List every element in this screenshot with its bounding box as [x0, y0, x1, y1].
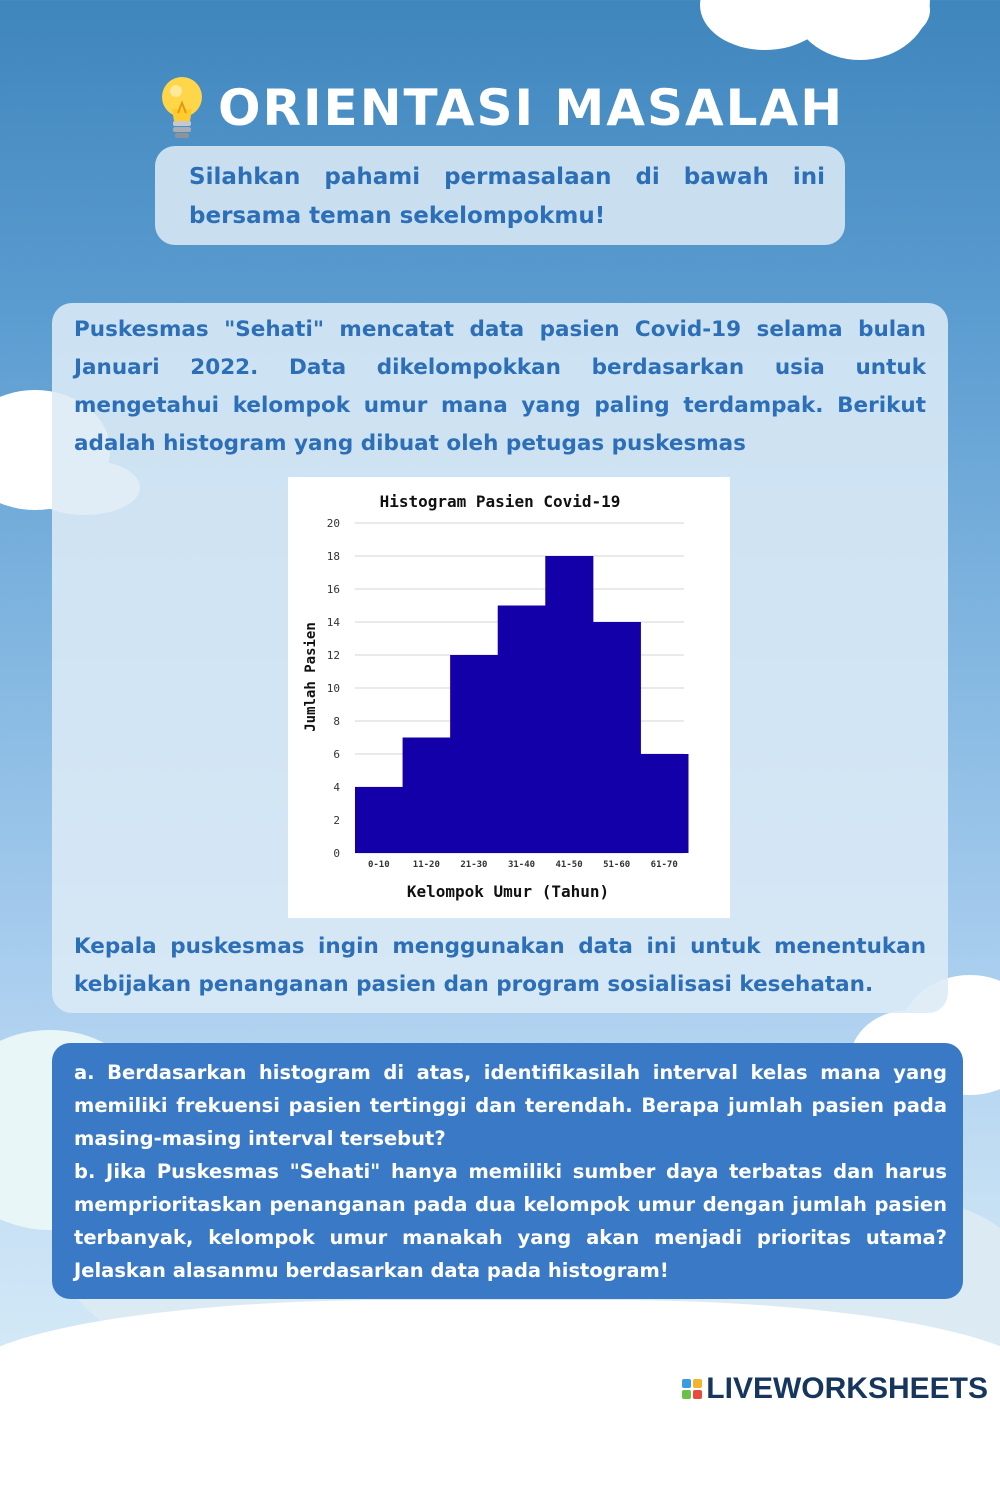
brand-icon	[682, 1379, 702, 1399]
x-tick-label: 41-50	[555, 860, 583, 870]
lightbulb-icon	[156, 73, 208, 143]
brand-square	[693, 1390, 702, 1399]
questions-box	[52, 1043, 963, 1299]
brand-square	[682, 1379, 691, 1388]
brand-square	[693, 1379, 702, 1388]
chart-x-label: Kelompok Umur (Tahun)	[406, 882, 610, 901]
problem-paragraph-2: Kepala puskesmas ingin menggunakan data ini untuk menentukan kebijakan penanganan pasien dan program sosialisasi kesehatan.	[74, 934, 926, 997]
histogram-svg	[288, 477, 730, 918]
header	[0, 68, 1000, 148]
x-tick-label: 61-70	[650, 860, 678, 870]
y-tick-label: 2	[333, 814, 340, 827]
histogram-chart	[288, 477, 730, 918]
x-tick-label: 31-40	[507, 860, 536, 870]
brand-text: LIVEWORKSHEETS	[706, 1372, 988, 1405]
y-tick-label: 8	[333, 715, 340, 728]
question-a: a. Berdasarkan histogram di atas, identifikasilah interval kelas mana yang memiliki frekuensi pasien tertinggi dan terendah. Berapa jumlah pasien pada masing-masing interval tersebut?	[74, 1061, 947, 1150]
x-tick-label: 11-20	[412, 860, 440, 870]
y-tick-label: 14	[326, 616, 340, 629]
x-tick-label: 0-10	[367, 860, 390, 870]
chart-title: Histogram Pasien Covid-19	[379, 492, 621, 511]
x-tick-label: 21-30	[460, 860, 488, 870]
x-tick-label: 51-60	[603, 860, 631, 870]
bar-61-70	[640, 754, 688, 853]
question-b: b. Jika Puskesmas "Sehati" hanya memiliki sumber daya terbatas dan harus memprioritaskan penanganan pada dua kelompok umur dengan jumlah pasien terbanyak, kelompok umur manakah yang akan menjadi prioritas utama? Jelaskan alasanmu berdasarkan data pada histogram!	[74, 1160, 947, 1282]
bar-31-40	[498, 606, 546, 854]
intro-box: Silahkan pahami permasalaan di bawah ini bersama teman sekelompokmu!	[155, 146, 845, 245]
y-tick-label: 12	[326, 649, 340, 662]
brand-square	[682, 1390, 691, 1399]
liveworksheets-logo[interactable]	[682, 1372, 988, 1406]
y-tick-label: 10	[326, 682, 340, 695]
bar-51-60	[593, 622, 641, 853]
problem-paragraph-1: Puskesmas "Sehati" mencatat data pasien Covid-19 selama bulan Januari 2022. Data dikelompokkan berdasarkan usia untuk mengetahui kelompok umur mana yang paling terdampak. Berikut adalah histogram yang dibuat oleh petugas puskesmas	[74, 317, 926, 456]
y-tick-label: 0	[333, 847, 340, 860]
bar-21-30	[450, 655, 498, 853]
bar-0-10	[355, 787, 403, 853]
y-tick-label: 18	[326, 550, 340, 563]
bar-41-50	[545, 556, 593, 853]
y-tick-label: 6	[333, 748, 340, 761]
y-tick-label: 4	[333, 781, 340, 794]
y-tick-label: 20	[326, 517, 340, 530]
bar-11-20	[403, 738, 451, 854]
chart-y-label: Jumlah Pasien	[303, 622, 319, 732]
y-tick-label: 16	[326, 583, 340, 596]
page-title: ORIENTASI MASALAH	[217, 79, 845, 137]
